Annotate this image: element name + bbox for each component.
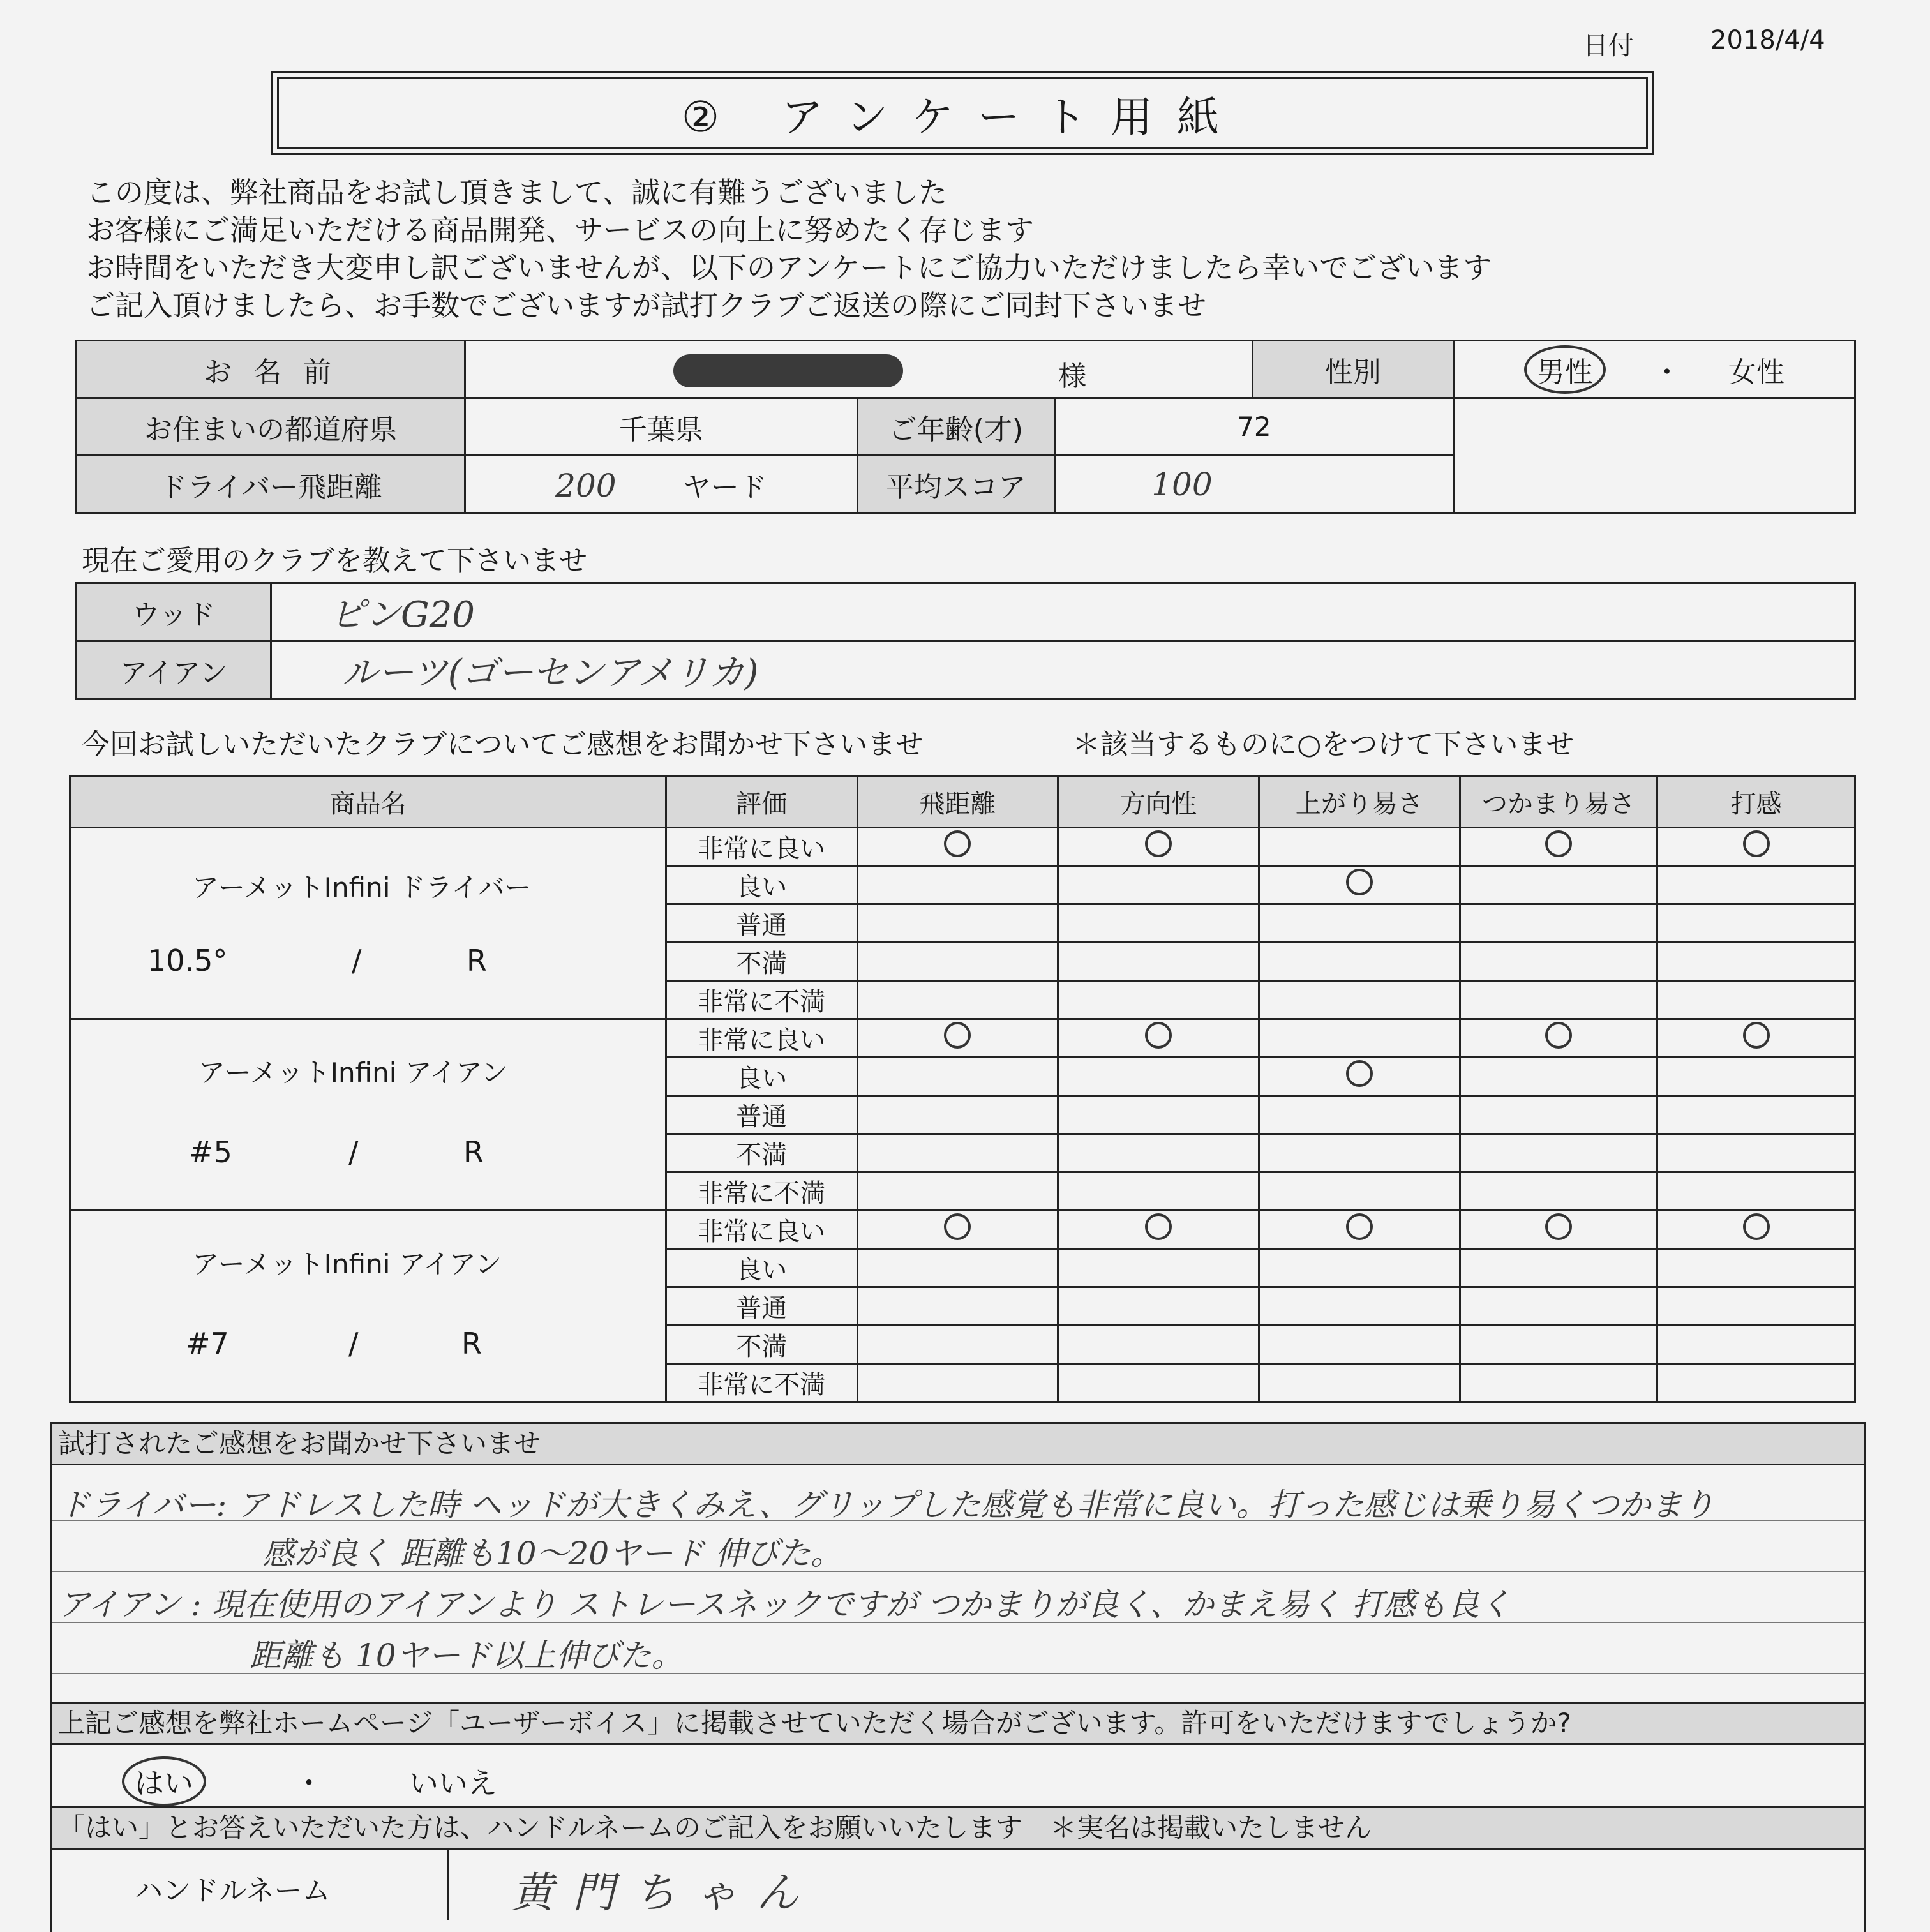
mark-cell: [1058, 1287, 1259, 1326]
header-distance: 飛距離: [857, 777, 1058, 828]
permission-answer: [52, 1745, 1864, 1806]
level-label: 普通: [666, 1287, 857, 1326]
score-cell: [1055, 456, 1453, 513]
mark-cell: [1259, 866, 1460, 904]
selection-mark: [1743, 830, 1770, 857]
pref-value: 千葉県: [465, 398, 857, 456]
product-cell: [70, 1019, 666, 1211]
mark-cell: [1058, 1249, 1259, 1287]
mark-cell: [1259, 1134, 1460, 1172]
name-cell: [465, 341, 1253, 398]
mark-cell: [857, 1249, 1058, 1287]
mark-cell: [857, 1172, 1058, 1211]
handle-row: [52, 1850, 1864, 1920]
clubs-table: [75, 582, 1856, 700]
drive-cell: [465, 456, 857, 513]
eval-table: [69, 775, 1856, 1403]
mark-cell: [1259, 981, 1460, 1019]
selection-mark: [1545, 1213, 1572, 1240]
mark-cell: [1460, 866, 1657, 904]
selection-mark: [1145, 1213, 1172, 1240]
mark-cell: [857, 1364, 1058, 1402]
level-label: 非常に良い: [666, 828, 857, 866]
mark-cell: [1657, 904, 1855, 943]
drive-label: ドライバー飛距離: [77, 456, 465, 513]
mark-cell: [1460, 904, 1657, 943]
mark-cell: [1460, 1096, 1657, 1134]
product-name: アーメットInfini ドライバー: [192, 872, 532, 903]
name-label: お 名 前: [77, 341, 465, 398]
mark-cell: [1259, 1249, 1460, 1287]
comments-area: [52, 1465, 1864, 1702]
mark-cell: [1058, 1326, 1259, 1364]
mark-cell: [1058, 1019, 1259, 1058]
level-label: 不満: [666, 1326, 857, 1364]
gender-female: 女性: [1728, 356, 1784, 389]
product-name: アーメットInfini アイアン: [192, 1248, 502, 1280]
age-label: ご年齢(才): [857, 398, 1055, 456]
permission-no: いいえ: [409, 1766, 497, 1801]
eval-heading: 今回お試しいただいたクラブについてご感想をお聞かせ下さいませ: [82, 728, 924, 761]
wood-label: ウッド: [77, 583, 271, 641]
handle-value: 黄門ちゃん: [511, 1868, 818, 1917]
mark-cell: [857, 1287, 1058, 1326]
product-cell: [70, 828, 666, 1019]
date-label: 日付: [1583, 31, 1634, 61]
mark-cell: [1460, 828, 1657, 866]
header-direction: 方向性: [1058, 777, 1259, 828]
mark-cell: [1657, 981, 1855, 1019]
level-label: 良い: [666, 866, 857, 904]
mark-cell: [857, 1058, 1058, 1096]
comments-heading: 試打されたご感想をお聞かせ下さいませ: [52, 1424, 1864, 1465]
level-label: 非常に不満: [666, 1172, 857, 1211]
blank-cell: [1453, 398, 1855, 513]
intro-text: [86, 174, 1492, 324]
product-flex: R: [463, 1135, 484, 1169]
selection-mark: [1346, 1060, 1373, 1087]
mark-cell: [1460, 1364, 1657, 1402]
selection-mark: [1743, 1213, 1770, 1240]
mark-cell: [857, 943, 1058, 981]
date-value: 2018/4/4: [1710, 26, 1825, 55]
mark-cell: [1058, 1172, 1259, 1211]
gender-sep: ・: [1652, 356, 1681, 389]
comment-line: アイアン : 現在使用のアイアンより ストレースネックですが つかまりが良く、かまえ易く 打感も良く: [58, 1586, 1511, 1623]
level-label: 非常に良い: [666, 1211, 857, 1249]
mark-cell: [1058, 981, 1259, 1019]
score-label: 平均スコア: [857, 456, 1055, 513]
mark-cell: [1657, 1134, 1855, 1172]
mark-cell: [857, 981, 1058, 1019]
permission-question: 上記ご感想を弊社ホームページ「ユーザーボイス」に掲載させていただく場合がございます。許可をいただけますでしょうか?: [52, 1702, 1864, 1745]
age-value: 72: [1055, 398, 1453, 456]
level-label: 普通: [666, 1096, 857, 1134]
selection-mark: [1145, 1022, 1172, 1049]
mark-cell: [1460, 1058, 1657, 1096]
handle-instruction: 「はい」とお答えいただいた方は、ハンドルネームのご記入をお願いいたします: [58, 1812, 1022, 1843]
product-name: アーメットInfini アイアン: [198, 1057, 509, 1088]
gender-male: 男性: [1524, 345, 1606, 394]
intro-line: お時間をいただき大変申し訳ございませんが、以下のアンケートにご協力いただけましたら幸いでございます: [86, 251, 1492, 285]
selection-mark: [1145, 830, 1172, 857]
mark-cell: [1058, 866, 1259, 904]
selection-mark: [944, 1022, 971, 1049]
mark-cell: [857, 904, 1058, 943]
redaction-mark: [673, 354, 903, 387]
mark-cell: [1657, 1249, 1855, 1287]
selection-mark: [1743, 1022, 1770, 1049]
mark-cell: [1058, 1058, 1259, 1096]
product-spec: 10.5°: [147, 943, 228, 978]
product-flex: R: [467, 943, 487, 978]
handle-instruction-row: [52, 1806, 1864, 1850]
mark-cell: [1657, 1172, 1855, 1211]
mark-cell: [1657, 1211, 1855, 1249]
mark-cell: [857, 1326, 1058, 1364]
drive-value: 200: [555, 467, 617, 504]
level-label: 非常に不満: [666, 1364, 857, 1402]
title-box: [271, 71, 1654, 155]
product-flex: R: [461, 1326, 482, 1361]
page-title: ② アンケート用紙: [681, 93, 1244, 142]
product-slash: /: [348, 1135, 359, 1169]
mark-cell: [1259, 1096, 1460, 1134]
comment-line: 距離も 10ヤード以上伸びた。: [250, 1637, 684, 1674]
mark-cell: [1657, 828, 1855, 866]
level-label: 普通: [666, 904, 857, 943]
mark-cell: [1259, 943, 1460, 981]
mark-cell: [1058, 828, 1259, 866]
mark-cell: [1058, 943, 1259, 981]
mark-cell: [1259, 1326, 1460, 1364]
eval-note: ＊該当するものに○をつけて下さいませ: [1072, 728, 1575, 761]
mark-cell: [1058, 1364, 1259, 1402]
mark-cell: [1259, 1058, 1460, 1096]
product-slash: /: [352, 943, 362, 978]
mark-cell: [1460, 1326, 1657, 1364]
wood-value: ピンG20: [271, 583, 1855, 641]
mark-cell: [857, 1134, 1058, 1172]
drive-unit: ヤード: [682, 470, 767, 504]
product-slash: /: [348, 1326, 359, 1361]
mark-cell: [1460, 943, 1657, 981]
header-rating: 評価: [666, 777, 857, 828]
header-grip: つかまり易さ: [1460, 777, 1657, 828]
mark-cell: [1460, 981, 1657, 1019]
product-cell: [70, 1211, 666, 1402]
mark-cell: [857, 828, 1058, 866]
level-label: 不満: [666, 943, 857, 981]
mark-cell: [857, 1019, 1058, 1058]
mark-cell: [1460, 1249, 1657, 1287]
mark-cell: [1259, 1287, 1460, 1326]
mark-cell: [1460, 1287, 1657, 1326]
level-label: 良い: [666, 1249, 857, 1287]
product-spec: #5: [189, 1135, 232, 1169]
profile-table: [75, 340, 1856, 514]
mark-cell: [1460, 1019, 1657, 1058]
comment-line: 感が良く 距離も10〜20ヤード 伸びた。: [262, 1535, 843, 1572]
pref-label: お住まいの都道府県: [77, 398, 465, 456]
level-label: 不満: [666, 1134, 857, 1172]
iron-label: アイアン: [77, 641, 271, 700]
mark-cell: [1058, 1096, 1259, 1134]
clubs-heading: 現在ご愛用のクラブを教えて下さいませ: [82, 544, 587, 577]
mark-cell: [1259, 1364, 1460, 1402]
selection-mark: [944, 830, 971, 857]
handle-note: ＊実名は掲載いたしません: [1050, 1812, 1372, 1843]
selection-mark: [944, 1213, 971, 1240]
intro-line: お客様にご満足いただける商品開発、サービスの向上に努めたく存じます: [86, 213, 1035, 247]
level-label: 良い: [666, 1058, 857, 1096]
handle-divider: [447, 1850, 449, 1920]
selection-mark: [1346, 869, 1373, 895]
mark-cell: [1657, 1364, 1855, 1402]
gender-label: 性別: [1252, 341, 1453, 398]
mark-cell: [1058, 1134, 1259, 1172]
permission-sep: ・: [294, 1766, 324, 1801]
level-label: 非常に不満: [666, 981, 857, 1019]
level-label: 非常に良い: [666, 1019, 857, 1058]
mark-cell: [1259, 1019, 1460, 1058]
permission-yes: はい: [122, 1756, 206, 1806]
mark-cell: [1460, 1211, 1657, 1249]
iron-value: ルーツ(ゴーセンアメリカ): [271, 641, 1855, 700]
selection-mark: [1545, 1022, 1572, 1049]
handle-label: ハンドルネーム: [135, 1875, 331, 1907]
mark-cell: [1657, 1287, 1855, 1326]
comment-line: ドライバー: アドレスした時 ヘッドが大きくみえ、グリップした感覚も非常に良い。打った感じは乗り易くつかまり: [58, 1486, 1715, 1524]
name-suffix: 様: [1058, 360, 1087, 393]
mark-cell: [1460, 1134, 1657, 1172]
intro-line: この度は、弊社商品をお試し頂きまして、誠に有難うございました: [86, 176, 948, 209]
header-feel: 打感: [1657, 777, 1855, 828]
mark-cell: [1657, 1326, 1855, 1364]
header-launch: 上がり易さ: [1259, 777, 1460, 828]
score-value: 100: [1151, 465, 1213, 503]
mark-cell: [1657, 1058, 1855, 1096]
mark-cell: [1657, 1096, 1855, 1134]
mark-cell: [857, 866, 1058, 904]
mark-cell: [1657, 1019, 1855, 1058]
mark-cell: [1259, 904, 1460, 943]
header-product: 商品名: [70, 777, 666, 828]
product-spec: #7: [186, 1326, 229, 1361]
mark-cell: [1657, 866, 1855, 904]
selection-mark: [1346, 1213, 1373, 1240]
mark-cell: [857, 1211, 1058, 1249]
mark-cell: [1259, 1211, 1460, 1249]
mark-cell: [1058, 904, 1259, 943]
mark-cell: [857, 1096, 1058, 1134]
mark-cell: [1259, 828, 1460, 866]
gender-cell: [1453, 341, 1855, 398]
mark-cell: [1259, 1172, 1460, 1211]
mark-cell: [1460, 1172, 1657, 1211]
selection-mark: [1545, 830, 1572, 857]
comments-box: [50, 1422, 1866, 1932]
mark-cell: [1657, 943, 1855, 981]
mark-cell: [1058, 1211, 1259, 1249]
intro-line: ご記入頂けましたら、お手数でございますが試打クラブご返送の際にご同封下さいませ: [86, 288, 1207, 322]
